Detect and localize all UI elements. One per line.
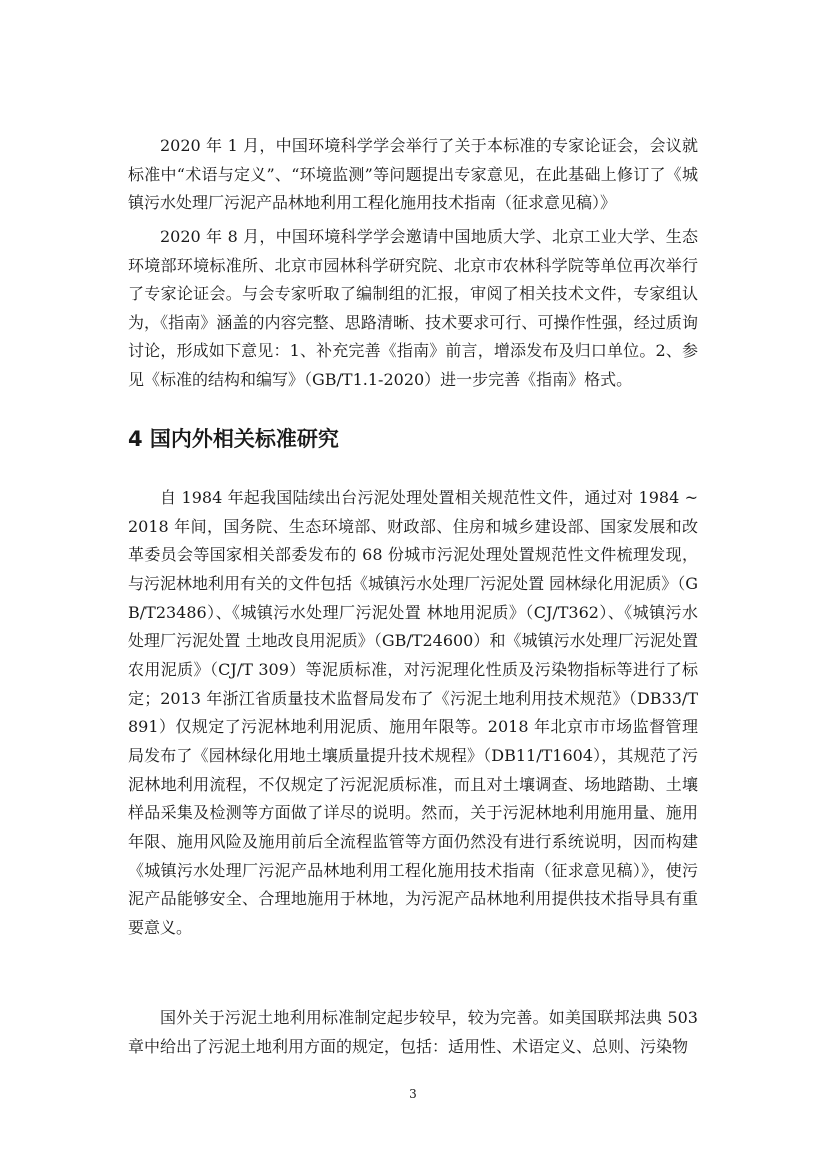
- paragraph-expert-meeting-jan: 2020 年 1 月，中国环境科学学会举行了关于本标准的专家论证会，会议就标准中“术语与定义”、“环境监测”等问题提出专家意见，在此基础上修订了《城镇污水处理厂污泥产品林地利用工程化施用技术指南（征求意见稿）》: [128, 136, 698, 213]
- paragraph-domestic-standards: 自 1984 年起我国陆续出台污泥处理处置相关规范性文件，通过对 1984 ~ 2018 年间，国务院、生态环境部、财政部、住房和城乡建设部、国家发展和改革委员会等国家相关部委发布的 68 份城市污泥处理处置规范性文件梳理发现，与污泥林地利用有关的文件包括《城镇污水处理厂污泥处置 园林绿化用泥质》（GB/T23486）、《城镇污水处理厂污泥处置 林地用泥质》（CJ/T362）、《城镇污水处理厂污泥处置 土地改良用泥质》（GB/T24600）和《城镇污水处理厂污泥处置农用泥质》（CJ/T 309）等泥质标准，对污泥理化性质及污染物指标等进行了标定；2013 年浙江省质量技术监督局发布了《污泥土地利用技术规范》（DB33/T891）仅规定了污泥林地利用泥质、施用年限等。2018 年北京市市场监督管理局发布了《园林绿化用地土壤质量提升技术规程》（DB11/T1604），其规范了污泥林地利用流程，不仅规定了污泥泥质标准，而且对土壤调查、场地踏勘、土壤样品采集及检测等方面做了详尽的说明。然而，关于污泥林地利用施用量、施用年限、施用风险及施用前后全流程监管等方面仍然没有进行系统说明，因而构建《城镇污水处理厂污泥产品林地利用工程化施用技术指南（征求意见稿）》，使污泥产品能够安全、合理地施用于林地，为污泥产品林地利用提供技术指导具有重要意义。: [128, 488, 698, 937]
- page-number: 3: [409, 1087, 417, 1101]
- page-content: [128, 132, 698, 1056]
- paragraph-foreign-standards: 国外关于污泥土地利用标准制定起步较早，较为完善。如美国联邦法典 503 章中给出了污泥土地利用方面的规定，包括：适用性、术语定义、总则、污染物: [128, 1008, 698, 1056]
- section-heading: 4 国内外相关标准研究: [128, 427, 339, 451]
- paragraph-expert-meeting-aug: 2020 年 8 月，中国环境科学学会邀请中国地质大学、北京工业大学、生态环境部环境标准所、北京市园林科学研究院、北京市农林科学院等单位再次举行了专家论证会。与会专家听取了编制组的汇报，审阅了相关技术文件，专家组认为，《指南》涵盖的内容完整、思路清晰、技术要求可行、可操作性强，经过质询讨论，形成如下意见：1、补充完善《指南》前言，增添发布及归口单位。2、参见《标准的结构和编写》（GB/T1.1-2020）进一步完善《指南》格式。: [128, 227, 698, 389]
